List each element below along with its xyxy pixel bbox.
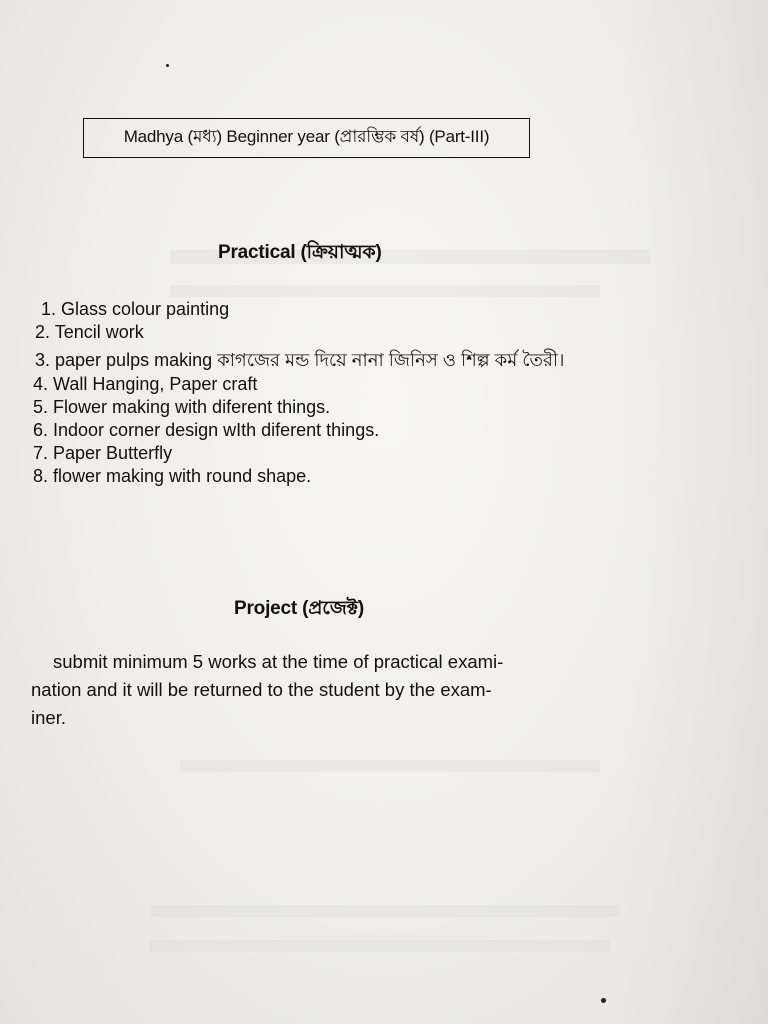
course-title: Madhya (মধ্য) Beginner year (প্রারম্ভিক বর্ষ) (Part-III) — [123, 127, 490, 146]
list-item: 5. Flower making with diferent things. — [33, 397, 331, 417]
speck-mark — [601, 998, 606, 1003]
course-title-box — [83, 118, 530, 158]
bleed-through-line — [180, 760, 600, 772]
list-item: 3. paper pulps making কাগজের মন্ড দিয়ে নানা জিনিস ও শিল্প কর্ম তৈরী। — [35, 350, 565, 370]
list-item: 8. flower making with round shape. — [33, 466, 312, 486]
project-text-line: nation and it will be returned to the student by the exam- — [31, 679, 492, 700]
speck-mark — [166, 64, 169, 67]
list-item: 1. Glass colour painting — [41, 299, 230, 319]
project-text-line: submit minimum 5 works at the time of practical exami- — [53, 651, 504, 672]
page-edge-shadow — [618, 0, 768, 1024]
list-item: 2. Tencil work — [35, 322, 144, 342]
bleed-through-line — [150, 905, 620, 917]
list-item: 7. Paper Butterfly — [33, 443, 173, 463]
bleed-through-line — [150, 940, 610, 952]
list-item: 4. Wall Hanging, Paper craft — [33, 374, 258, 394]
practical-heading: Practical (ক্রিয়াত্মক) — [218, 242, 382, 263]
list-item: 6. Indoor corner design wIth diferent things. — [33, 420, 380, 440]
project-text-line: iner. — [31, 707, 66, 728]
bleed-through-line — [170, 285, 600, 297]
project-heading: Project (প্রজেক্ট) — [234, 598, 365, 619]
practical-list — [33, 298, 593, 488]
project-paragraph — [31, 648, 571, 732]
